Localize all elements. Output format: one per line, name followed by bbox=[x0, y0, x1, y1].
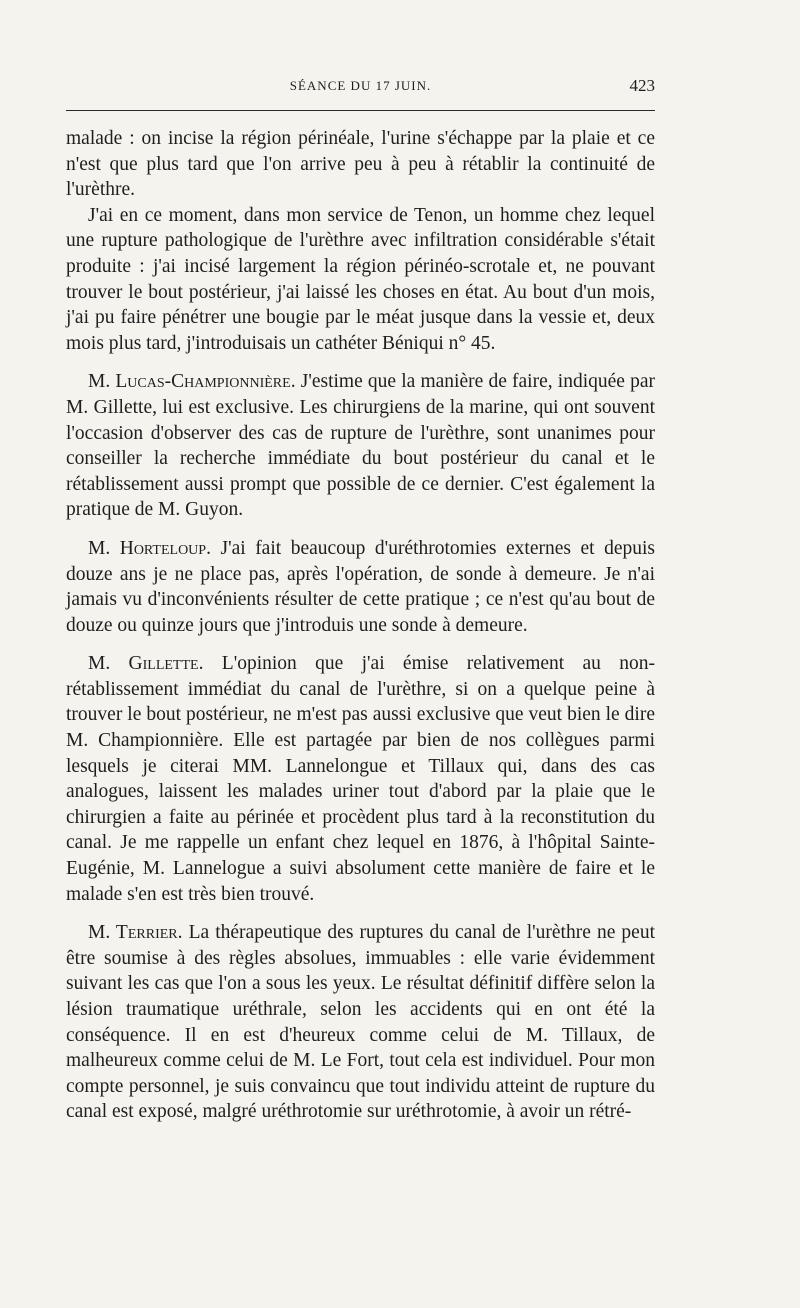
running-title: SÉANCE DU 17 JUIN. bbox=[289, 78, 432, 93]
speaker-name: M. Horteloup. bbox=[88, 537, 211, 559]
paragraph-text: malade : on incise la région périnéale, l'urine s'échappe par la plaie et ce n'est que plus tard que l'on arrive peu à peu à rétablir la continuité de l'urèthre. bbox=[66, 128, 655, 201]
paragraph-gillette bbox=[66, 651, 655, 907]
paragraph-horteloup bbox=[66, 536, 655, 638]
paragraph-text: J'estime que la manière de faire, indiquée par M. Gillette, lui est exclusive. Les chirurgiens de la marine, qui ont souvent l'occasion d'observer des cas de rupture de l'urèthre, sont unanimes pour conseiller la recherche immédiate du bout postérieur du canal et le rétablissement aussi prompt que possible de ce dernier. C'est également la pratique de M. Guyon. bbox=[66, 371, 655, 521]
header-rule bbox=[66, 110, 655, 111]
paragraph-text: J'ai fait beaucoup d'uréthrotomies externes et depuis douze ans je ne place pas, après l'opération, de sonde à demeure. Je n'ai jamais vu d'inconvénients résulter de cette pratique ; ce n'est qu'au bout de douze ou quinze jours que j'introduis une sonde à demeure. bbox=[66, 537, 655, 636]
paragraph-terrier bbox=[66, 920, 655, 1125]
speaker-name: M. Lucas-Championnière. bbox=[88, 371, 296, 393]
page-number: 423 bbox=[629, 76, 655, 95]
paragraph-tenon-case bbox=[66, 203, 655, 357]
paragraph-text: L'opinion que j'ai émise relativement au non-rétablissement immédiat du canal de l'urèthre, si on a quelque peine à trouver le bout postérieur, ne m'est pas aussi exclusive que veut bien le dire M. Championnière. Elle est partagée par bien de nos collègues parmi lesquels je citerai MM. Lannelongue et Tillaux qui, dans des cas analogues, laissent les malades uriner tout d'abord par la plaie que le chirurgien a faite au périnée et procèdent plus tard à la reconstitution du canal. Je me rappelle un enfant chez lequel en 1876, à l'hôpital Sainte-Eugénie, M. Lannelogue a suivi absolument cette manière de faire et le malade s'en est très bien trouvé. bbox=[66, 653, 655, 905]
speaker-name: M. Gillette. bbox=[88, 653, 204, 675]
page-header bbox=[66, 76, 655, 102]
paragraph-lucas-championniere bbox=[66, 369, 655, 523]
speaker-name: M. Terrier. bbox=[88, 922, 183, 944]
paragraph-text: J'ai en ce moment, dans mon service de Tenon, un homme chez lequel une rupture pathologique de l'urèthre avec infiltration considérable s'était produite : j'ai incisé largement la région périnéo-scrotale et, ne pouvant trouver le bout postérieur, j'ai laissé les choses en état. Au bout d'un mois, j'ai pu faire pénétrer une bougie par le méat jusque dans la vessie et, deux mois plus tard, j'introduisais un cathéter Béniqui n° 45. bbox=[66, 204, 655, 354]
paragraph-text: La thérapeutique des ruptures du canal de l'urèthre ne peut être soumise à des règles absolues, immuables : elle varie évidemment suivant les cas que l'on a sous les yeux. Le résultat définitif diffère selon la lésion traumatique uréthrale, selon les accidents qui en ont été la conséquence. Il en est d'heureux comme celui de M. Tillaux, de malheureux comme celui de M. Le Fort, tout cela est individuel. Pour mon compte personnel, je suis convaincu que tout individu atteint de rupture du canal est exposé, malgré uréthrotomie sur uréthrotomie, à avoir un rétré- bbox=[66, 922, 655, 1123]
paragraph-continuation bbox=[66, 126, 655, 203]
body-text bbox=[66, 126, 655, 1125]
